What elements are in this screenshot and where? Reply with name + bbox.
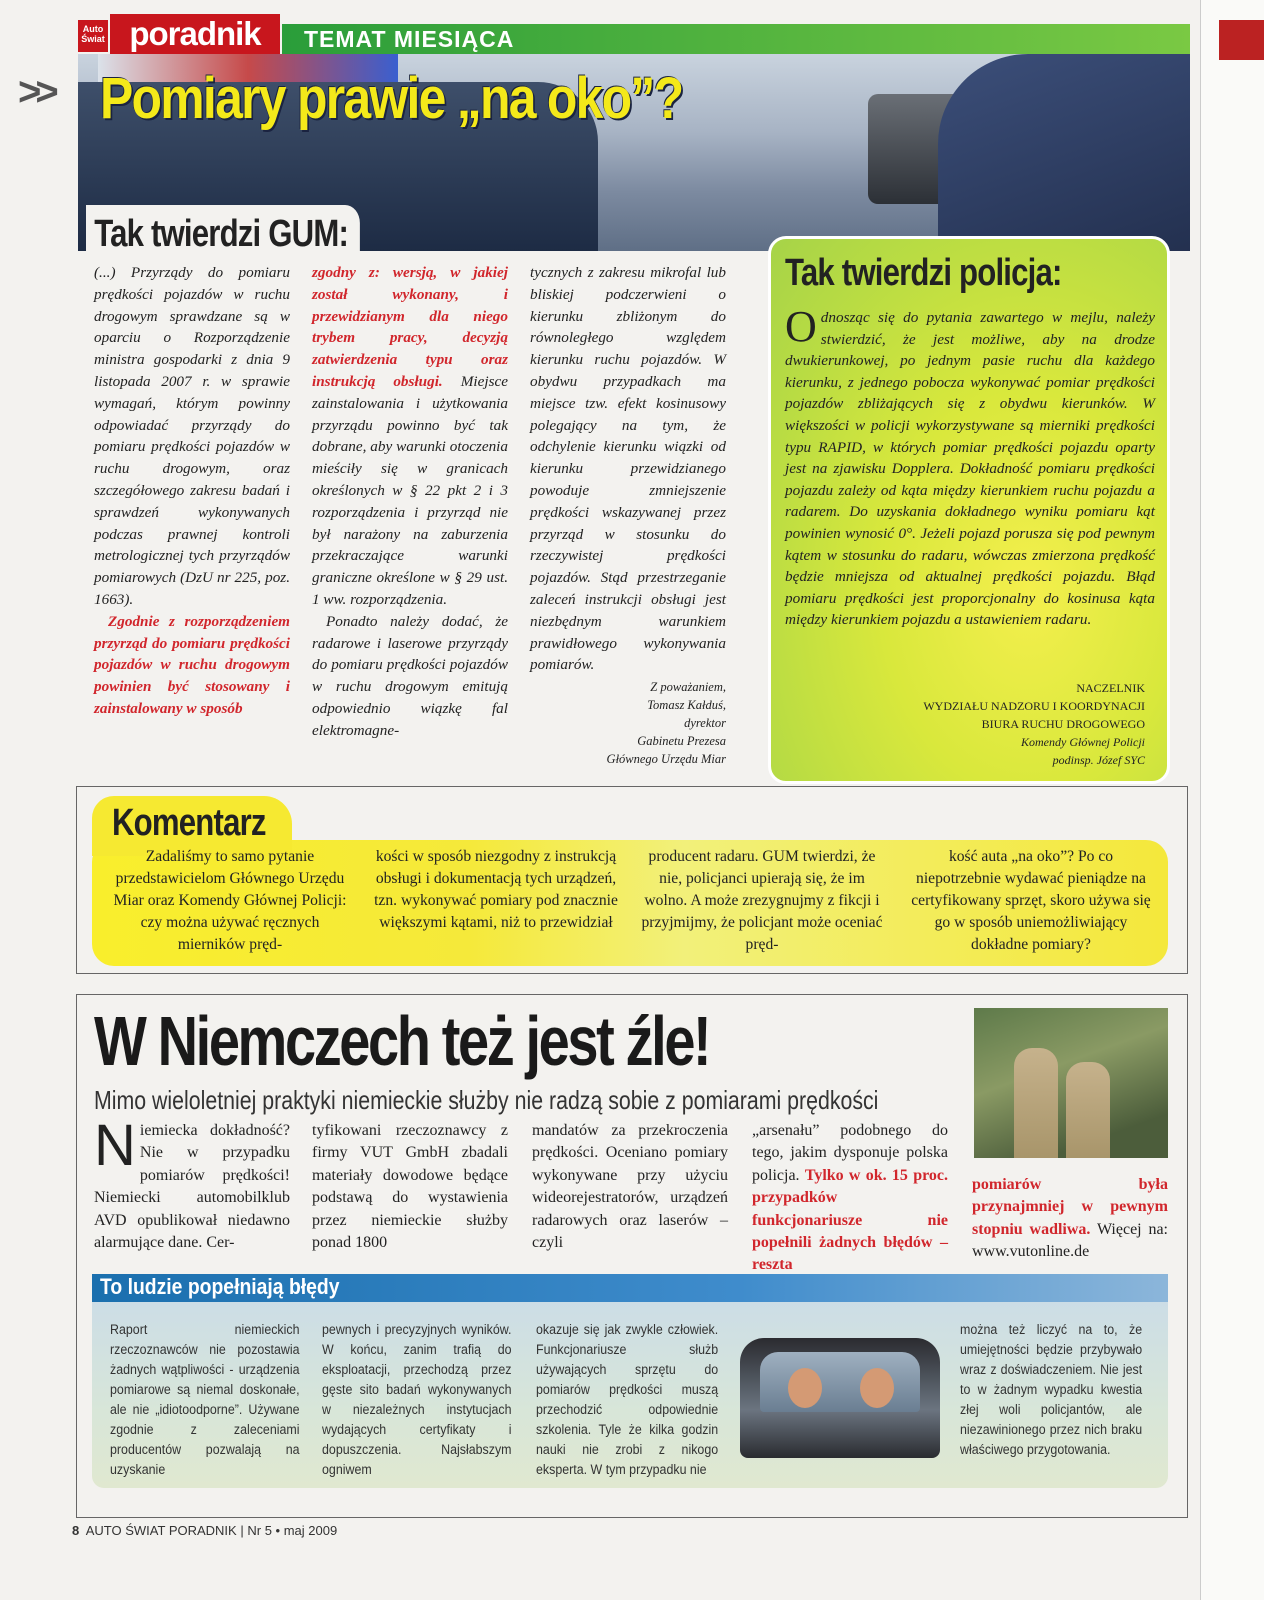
niemcy-col4-text: „arsenału” podobnego do tego, jakim dysponuje polska policja. — [752, 1122, 948, 1184]
brand-logo: poradnik — [110, 14, 280, 54]
niemcy-col4-highlight: Tylko w ok. 15 proc. przypadków funkcjonariusze nie popełnili żadnych błędów – reszta — [752, 1166, 949, 1274]
footer-separator: | — [240, 1523, 244, 1538]
section-label: TEMAT MIESIĄCA — [282, 24, 1190, 54]
gum-sig-line: Z poważaniem, — [650, 680, 726, 695]
police-sig-line: WYDZIAŁU NADZORU I KOORDYNACJI — [923, 699, 1145, 713]
police-sig-line: Komendy Głównej Policji — [1021, 735, 1145, 749]
gum-col1-text: (...) Przyrządy do pomiaru prędkości pojazdów w ruchu drogowym sprawdzane są w oparciu o Rozporządzenie ministra gospodarki z dnia 9 listopada 2007 r. w sprawie wymagań, którym powinny odpowiadać przyrządy do pomiaru prędkości pojazdów w ruchu drogowym, oraz szczegółowego zakresu badań i sprawdzeń wykonywanych podczas prawnej kontroli metrologicznej tych przyrządów pomiarowych (DzU nr 225, poz. 1663). — [94, 264, 290, 608]
niemcy-title: W Niemczech też jest źle! — [94, 1002, 710, 1080]
ludzie-col-4: można też liczyć na to, że umiejętności będzie przybywało wraz z doświadczeniem. Nie jest to w żadnym wypadku kwestia złej woli policjantów, ale niezawinionego przez nich braku właściwego przygotowania. — [960, 1322, 1143, 1457]
ludzie-col-1: Raport niemieckich rzeczoznawców nie pozostawia żadnych wątpliwości - urządzenia pomiarowe są niemal doskonałe, ale nie „idiotoodporne”. Używane zgodnie z zaleceniami producentów pozwalają na uzyskanie — [110, 1322, 300, 1477]
gum-sig-line: Gabinetu Prezesa — [637, 734, 726, 749]
gum-column-3 — [530, 262, 726, 768]
police-sig-line: podinsp. Józef SYC — [1052, 753, 1145, 767]
ludzie-title: To ludzie popełniają błędy — [100, 1274, 340, 1299]
komentarz-col-4: kość auta „na oko”? Po co niepotrzebnie wydawać pieniądze na certyfikowany sprzęt, skoro używa się go w sposób uniemożliwiający dokładne pomiary? — [911, 848, 1151, 953]
page-headline: Pomiary prawie „na oko”? — [100, 66, 683, 131]
gum-column-1 — [94, 262, 290, 720]
next-page-brand-tab — [1219, 20, 1264, 60]
police-box — [768, 236, 1170, 784]
niemcy-col5-text: Więcej na: www.vutonline.de — [972, 1220, 1168, 1261]
niemcy-col-3: mandatów za przekroczenia prędkości. Oceniano pomiary wykonywane przy użyciu wideorejestratorów, urządzeń radarowych oraz laserów – czyli — [532, 1122, 728, 1252]
gum-sig-line: dyrektor — [684, 716, 726, 731]
niemcy-dropcap: N — [94, 1113, 136, 1178]
officers-photo — [974, 1008, 1168, 1158]
police-text — [785, 302, 1155, 631]
ludzie-col-2: pewnych i precyzyjnych wyników. W końcu, zanim trafią do eksploatacji, przechodzą przez gęste sito badań wykonywanych w niezależnych instytucjach wydających certyfikaty i dopuszczenia. Najsłabszym ogniwem — [322, 1322, 512, 1477]
gum-column-2 — [312, 262, 508, 742]
police-heading: Tak twierdzi policja: — [785, 252, 1062, 294]
arrows-icon: >> — [18, 70, 53, 114]
niemcy-col-1 — [94, 1113, 290, 1254]
police-sig-line: NACZELNIK — [1076, 681, 1145, 695]
policeman-figure — [938, 54, 1190, 251]
ludzie-col-3: okazuje się jak zwykle człowiek. Funkcjonariusze służb używających sprzętu do pomiarów prędkości muszą przechodzić odpowiednie szkolenia. Tyle że kilka godzin nauki nie zrobi z nikogo eksperta. W tym przypadku nie — [536, 1322, 719, 1477]
gum-signature — [530, 678, 726, 768]
gum-col2-highlight: zgodny z: wersją, w jakiej został wykonany, i przewidzianym dla niego trybem pracy, decyzją zatwierdzenia typu oraz instrukcją obsługi. — [312, 264, 508, 390]
niemcy-subtitle: Mimo wieloletniej praktyki niemieckie służby nie radzą sobie z pomiarami prędkości — [94, 1085, 879, 1115]
komentarz-col-2: kości w sposób niezgodny z instrukcją obsługi i dokumentacją tych urządzeń, tzn. wykonywać pomiary pod znacznie większymi kątami, niż to przewidział — [374, 848, 618, 931]
police-dropcap: O — [785, 302, 817, 351]
niemcy-col1-text: iemiecka dokładność? Nie w przypadku pomiarów prędkości! Niemiecki automobilklub AVD opublikował niedawno alarmujące dane. Cer- — [94, 1122, 290, 1252]
gum-sig-line: Głównego Urzędu Miar — [606, 752, 726, 767]
niemcy-col-4 — [752, 1120, 948, 1277]
officer-figure — [1014, 1048, 1058, 1158]
driver-face — [788, 1368, 822, 1408]
niemcy-col-5 — [972, 1174, 1168, 1264]
page-number: 8 — [72, 1523, 80, 1538]
komentarz-col-1: Zadaliśmy to samo pytanie przedstawicielom Głównego Urzędu Miar oraz Komendy Głównej Policji: czy można używać ręcznych mierników pręd- — [113, 848, 347, 953]
niemcy-col5-highlight: pomiarów była przynajmniej w pewnym stopniu wadliwa. — [972, 1176, 1168, 1238]
page-footer — [72, 1522, 337, 1540]
niemcy-col-2: tyfikowani rzeczoznawcy z firmy VUT GmbH zbadali materiały dowodowe będące podstawą do wystawienia przez niemieckie służby ponad 1800 — [312, 1122, 508, 1252]
komentarz-col-3: producent radaru. GUM twierdzi, że nie, policjanci upierają się, że im wolno. A może zrezygnujmy z fikcji i przyjmijmy, że policjant może oceniać pręd- — [641, 848, 883, 953]
brand-logo-small: Auto Świat — [78, 20, 108, 52]
gum-heading: Tak twierdzi GUM: — [86, 205, 360, 257]
gum-col3-text: tycznych z zakresu mikrofal lub bliskiej podczerwieni o kierunku zbliżonym do równoległego względem kierunku ruchu pojazdów. W obydwu przypadkach ma miejsce tzw. efekt kosinusowy polegający na tym, że odchylenie kierunku wiązki od kierunku przewidzianego powoduje zmniejszenie prędkości wskazywanej przez przyrząd w stosunku do rzeczywistej prędkości pojazdów. Stąd przestrzeganie zaleceń instrukcji obsługi jest niezbędnym warunkiem prawidłowego wykonywania pomiarów. — [530, 264, 726, 674]
officer-figure — [1066, 1062, 1110, 1158]
gum-col1-highlight: Zgodnie z rozporządzeniem przyrząd do pomiaru prędkości pojazdów w ruchu drogowym powinien być stosowany i zainstalowany w sposób — [94, 612, 290, 717]
issue-info: Nr 5 • maj 2009 — [247, 1523, 338, 1538]
police-signature — [923, 679, 1145, 769]
car-photo — [740, 1338, 940, 1458]
gum-col2-text: Miejsce zainstalowania i użytkowania przyrządu powinno być tak dobrane, aby warunki otoczenia mieściły się w granicach określonych w § 22 pkt 2 i 3 rozporządzenia i przyrząd nie był narażony na zaburzenia przekraczające warunki graniczne określone w § 29 ust. 1 ww. rozporządzenia. — [312, 372, 508, 608]
gum-sig-line: Tomasz Kałduś, — [647, 698, 726, 713]
komentarz-title: Komentarz — [112, 802, 266, 844]
passenger-face — [860, 1368, 894, 1408]
gum-col2-text-b: Ponadto należy dodać, że radarowe i laserowe przyrządy do pomiaru prędkości pojazdów w ruchu drogowym emitują odpowiednio wiązkę fal elektromagne- — [312, 612, 508, 739]
car-windshield — [760, 1352, 920, 1412]
next-page-edge — [1200, 0, 1264, 1600]
police-sig-line: BIURA RUCHU DROGOWEGO — [981, 717, 1145, 731]
magazine-name: AUTO ŚWIAT PORADNIK — [85, 1523, 237, 1538]
police-body: dnosząc się do pytania zawartego w mejlu, należy stwierdzić, że jest możliwe, aby na drodze dwukierunkowej, po jednym pasie ruchu dla każdego kierunku, z jednego pobocza wykonywać pomiar prędkości pojazdów zbliżających się z obydwu kierunków. W większości w policji wykorzystywane są mierniki prędkości typu RAPID, w których pomiar prędkości pojazdu oparty jest na zjawisku Dopplera. Dokładność pomiaru prędkości pojazdu zależy od kąta między kierunkiem ruchu pojazdu a radarem. Do uzyskania dokładnego wyniku pomiaru kąt powinien wynosić 0°. Jeżeli pojazd porusza się pod pewnym kątem w stosunku do radaru, wówczas zmierzona prędkość będzie mniejsza od aktualnej prędkości pojazdu. Błąd pomiaru prędkości jest proporcjonalny do kosinusa kąta między kierunkiem pojazdu a ustawieniem radaru. — [785, 309, 1155, 629]
